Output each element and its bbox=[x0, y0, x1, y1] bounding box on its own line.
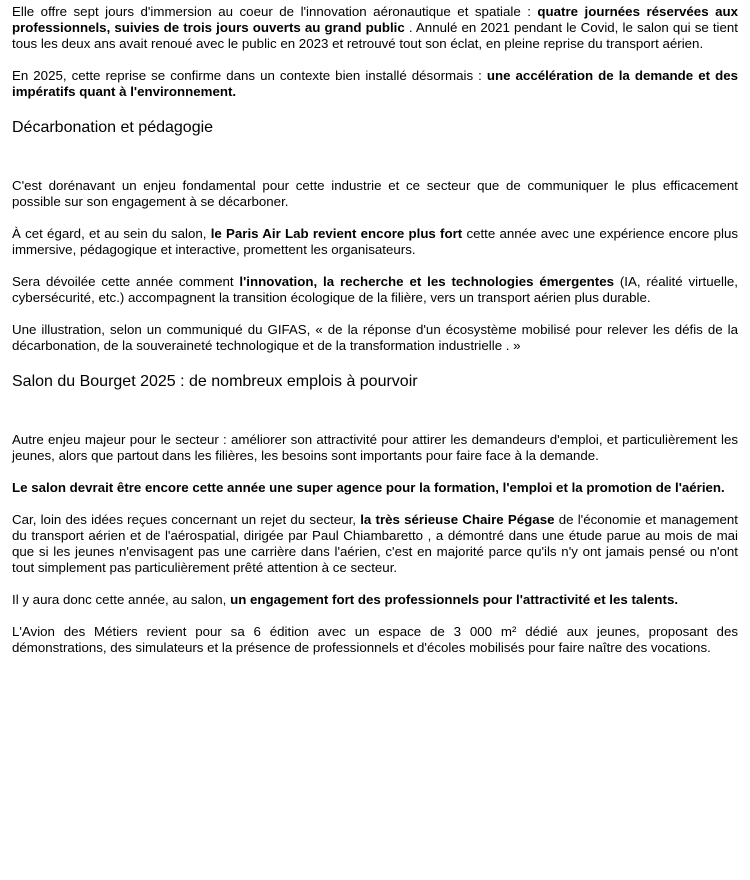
article-body bbox=[12, 4, 738, 656]
paragraph-intro bbox=[12, 4, 738, 52]
paragraph-attractivite: Autre enjeu majeur pour le secteur : améliorer son attractivité pour attirer les demandeurs d'emploi, et particulièrement les jeunes, alors que partout dans les filières, les besoins sont importants pour faire face à la demande. bbox=[12, 432, 738, 463]
paragraph-enjeu: C'est dorénavant un enjeu fondamental pour cette industrie et ce secteur que de communiquer le plus efficacement possible sur son engagement à se décarboner. bbox=[12, 178, 738, 209]
paragraph-innovation-text: Sera dévoilée cette année comment bbox=[12, 274, 240, 289]
paragraph-chaire-pegase-bold: la très sérieuse Chaire Pégase bbox=[360, 512, 555, 527]
paragraph-chaire-pegase bbox=[12, 512, 738, 576]
paragraph-chaire-pegase-rest: de l'économie et management du transport aérien et de l'aérospatial, dirigée par Paul Chiambaretto , a démontré dans une étude parue au mois de mai que si les jeunes n'envisagent pas une carrière dans l'aérien, c'est en majorité parce qu'ils n'y ont jamais pensé ou n'ont tout simplement pas particulièrement prêté attention à ce secteur. bbox=[12, 512, 738, 575]
paragraph-super-agence-bold: Le salon devrait être encore cette année une super agence pour la formation, l'emploi et la promotion de l'aérien. bbox=[12, 480, 725, 495]
paragraph-innovation-rest: (IA, réalité virtuelle, cybersécurité, etc.) accompagnent la transition écologique de la filière, vers un transport aérien plus durable. bbox=[12, 274, 739, 305]
paragraph-air-lab bbox=[12, 226, 738, 258]
section-heading-decarbonation: Décarbonation et pédagogie bbox=[12, 119, 214, 136]
paragraph-engagement bbox=[12, 592, 738, 608]
paragraph-2025 bbox=[12, 68, 738, 100]
paragraph-air-lab-rest: cette année avec une expérience encore plus immersive, pédagogique et interactive, promettent les organisateurs. bbox=[12, 226, 738, 257]
paragraph-gifas-quote: Une illustration, selon un communiqué du GIFAS, « de la réponse d'un écosystème mobilisé pour relever les défis de la décarbonation, de la souveraineté technologique et de la transformation industrielle . » bbox=[12, 322, 738, 353]
paragraph-intro-text: Elle offre sept jours d'immersion au coeur de l'innovation aéronautique et spatiale : bbox=[12, 4, 538, 19]
paragraph-intro-rest: . Annulé en 2021 pendant le Covid, le salon qui se tient tous les deux ans avait renoué avec le public en 2023 et retrouvé tout son éclat, en pleine reprise du transport aérien. bbox=[12, 20, 738, 51]
paragraph-innovation-bold: l'innovation, la recherche et les technologies émergentes bbox=[239, 274, 614, 289]
paragraph-chaire-pegase-text: Car, loin des idées reçues concernant un rejet du secteur, bbox=[12, 512, 361, 527]
paragraph-air-lab-bold: le Paris Air Lab revient encore plus fort bbox=[210, 226, 463, 241]
paragraph-air-lab-text: À cet égard, et au sein du salon, bbox=[12, 226, 211, 241]
paragraph-2025-bold: une accélération de la demande et des impératifs quant à l'environnement. bbox=[12, 68, 738, 99]
paragraph-2025-text: En 2025, cette reprise se confirme dans un contexte bien installé désormais : bbox=[12, 68, 487, 83]
paragraph-super-agence bbox=[12, 480, 738, 496]
paragraph-intro-bold: quatre journées réservées aux professionnels, suivies de trois jours ouverts au grand public bbox=[12, 4, 738, 35]
paragraph-engagement-bold: un engagement fort des professionnels pour l'attractivité et les talents. bbox=[230, 592, 679, 607]
paragraph-engagement-text: Il y aura donc cette année, au salon, bbox=[12, 592, 231, 607]
section-heading-emplois: Salon du Bourget 2025 : de nombreux emplois à pourvoir bbox=[12, 373, 418, 390]
paragraph-innovation bbox=[12, 274, 738, 306]
paragraph-avion-metiers: L'Avion des Métiers revient pour sa 6 édition avec un espace de 3 000 m² dédié aux jeunes, proposant des démonstrations, des simulateurs et la présence de professionnels et d'écoles mobilisés pour faire naître des vocations. bbox=[12, 624, 738, 655]
